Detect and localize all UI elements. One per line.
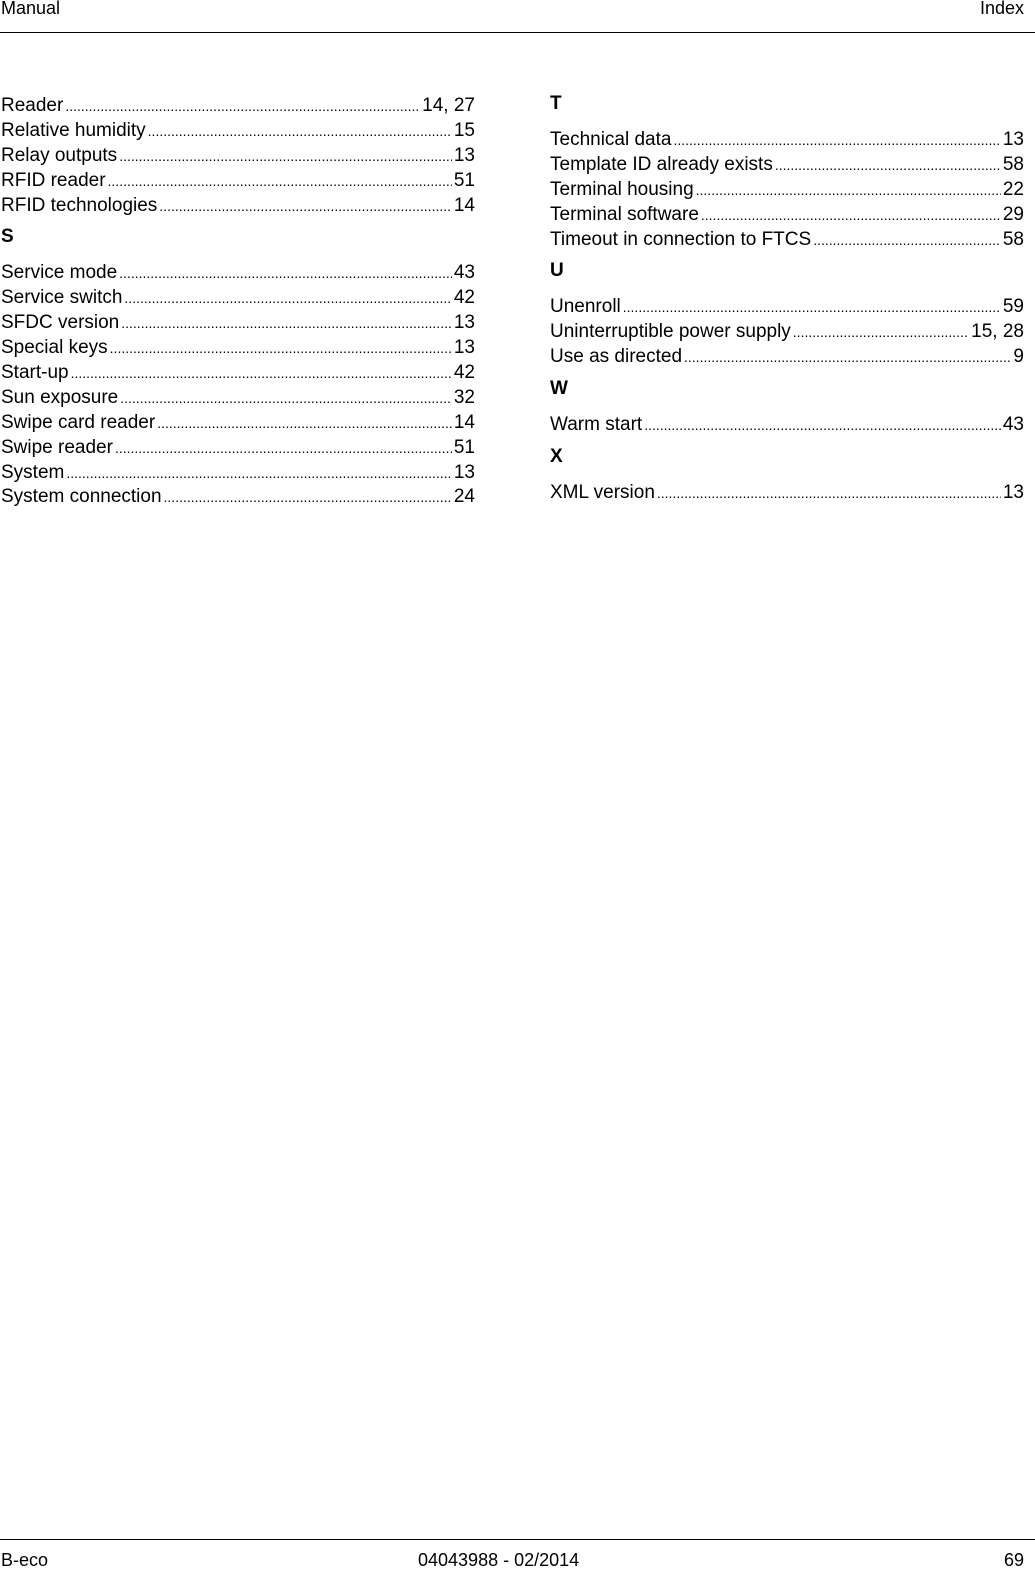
index-group (550, 443, 1024, 506)
index-entry-pages: 58 (1002, 153, 1024, 175)
index-entry-pages: 13 (1002, 482, 1024, 504)
index-entry-term: Special keys (1, 337, 108, 359)
index-entry-pages: 58 (1002, 228, 1024, 250)
dot-leader (66, 461, 452, 486)
page-footer (0, 1539, 1035, 1584)
index-entry (1, 286, 475, 311)
dot-leader (623, 295, 1001, 320)
index-entry-pages: 42 (453, 287, 475, 309)
index-entry (1, 169, 475, 194)
index-entry-term: System (1, 461, 65, 483)
index-entry-pages: 13 (453, 337, 475, 359)
dot-leader (124, 286, 451, 311)
index-letter-heading: S (1, 226, 14, 248)
index-entry-pages: 13 (453, 312, 475, 334)
index-entry (1, 485, 475, 510)
dot-leader (159, 194, 452, 219)
dot-leader (71, 361, 452, 386)
index-entry (1, 311, 475, 336)
index-entry-pages: 51 (453, 436, 475, 458)
dot-leader (673, 128, 1000, 153)
index-entry-pages: 15 (453, 119, 475, 141)
index-group (550, 375, 1024, 438)
dot-leader (644, 413, 1001, 438)
index-entry-pages: 42 (453, 362, 475, 384)
index-entry-term: Uninterruptible power supply (550, 321, 791, 343)
index-entry-term: Terminal housing (550, 178, 694, 200)
index-entry-term: RFID reader (1, 169, 106, 191)
index-entry-term: Relative humidity (1, 119, 146, 141)
index-entry (550, 178, 1024, 203)
index-entry (1, 144, 475, 169)
index-entry (550, 228, 1024, 253)
index-entry-term: Relay outputs (1, 144, 118, 166)
index-letter-heading: W (550, 378, 568, 400)
index-column-right (550, 90, 1024, 506)
footer-document-number: 04043988 - 02/2014 (418, 1550, 580, 1570)
dot-leader (775, 153, 1001, 178)
dot-leader (696, 178, 1001, 203)
index-entry-term: System connection (1, 486, 162, 508)
index-group (550, 257, 1024, 370)
index-letter-heading: T (550, 93, 562, 114)
dot-leader (701, 203, 1001, 228)
header-section-title: Index (979, 0, 1024, 18)
index-column-left (1, 90, 475, 510)
index-entry-term: XML version (550, 482, 655, 504)
index-entry-pages: 32 (453, 386, 475, 408)
index-entry-term: Terminal software (550, 203, 699, 225)
index-entry-term: RFID technologies (1, 194, 158, 216)
index-entry-pages: 14 (453, 411, 475, 433)
index-entry-pages: 51 (453, 169, 475, 191)
dot-leader (164, 485, 452, 510)
index-entry (1, 336, 475, 361)
dot-leader (65, 94, 420, 119)
index-entry-pages: 24 (453, 486, 475, 508)
index-entry (550, 320, 1024, 345)
index-entry (1, 119, 475, 144)
index-entry-pages: 13 (453, 461, 475, 483)
index-entry-pages: 9 (1013, 346, 1024, 368)
index-entry-term: Sun exposure (1, 386, 119, 408)
dot-leader (793, 320, 969, 345)
index-entry-pages: 13 (1002, 129, 1024, 150)
index-entry (1, 411, 475, 436)
index-entry (550, 295, 1024, 320)
index-entry-pages: 13 (453, 144, 475, 166)
dot-leader (120, 386, 452, 411)
index-entry-term: Service mode (1, 262, 118, 284)
index-entry (1, 386, 475, 411)
index-entry (550, 413, 1024, 438)
index-entry (550, 203, 1024, 228)
index-entry-pages: 14, 27 (422, 95, 475, 116)
index-entry (1, 194, 475, 219)
index-entry-pages: 43 (1002, 414, 1024, 436)
index-entry-term: Swipe card reader (1, 411, 156, 433)
index-entry-pages: 22 (1002, 178, 1024, 200)
index-entry-term: Swipe reader (1, 436, 113, 458)
index-entry (1, 261, 475, 286)
index-entry-term: SFDC version (1, 312, 120, 334)
index-entry-term: Use as directed (550, 346, 683, 368)
index-group (1, 223, 475, 510)
index-entry-pages: 43 (453, 262, 475, 284)
index-entry (550, 153, 1024, 178)
footer-page-number: 69 (1003, 1550, 1024, 1570)
index-entry-term: Reader (1, 95, 64, 116)
index-entry-term: Timeout in connection to FTCS (550, 228, 812, 250)
dot-leader (657, 481, 1001, 506)
index-entry (1, 436, 475, 461)
index-entry-term: Service switch (1, 287, 123, 309)
index-entry (550, 128, 1024, 153)
index-entry-term: Technical data (550, 129, 672, 150)
index-entry (1, 461, 475, 486)
index-group (1, 94, 475, 218)
index-entry (1, 361, 475, 386)
dot-leader (157, 411, 452, 436)
index-entry (550, 345, 1024, 370)
dot-leader (110, 336, 452, 361)
index-entry (1, 94, 475, 119)
index-entry-term: Unenroll (550, 296, 621, 318)
index-entry-pages: 29 (1002, 203, 1024, 225)
index-letter-heading: X (550, 446, 563, 468)
index-entry-pages: 14 (453, 194, 475, 216)
header-document-type: Manual (1, 0, 61, 18)
index-entry-pages: 59 (1002, 296, 1024, 318)
index-entry-term: Template ID already exists (550, 153, 773, 175)
index-entry-term: Start-up (1, 362, 69, 384)
dot-leader (119, 144, 452, 169)
dot-leader (148, 119, 452, 144)
dot-leader (813, 228, 1001, 253)
index-group (550, 90, 1024, 252)
dot-leader (119, 261, 452, 286)
page-header (0, 0, 1035, 33)
index-letter-heading: U (550, 260, 564, 282)
index-entry (550, 481, 1024, 506)
dot-leader (121, 311, 452, 336)
index-entry-term: Warm start (550, 414, 643, 436)
index-entry-pages: 15, 28 (971, 321, 1024, 343)
dot-leader (115, 436, 452, 461)
footer-product-name: B-eco (1, 1550, 49, 1570)
dot-leader (684, 345, 1011, 370)
dot-leader (108, 169, 452, 194)
